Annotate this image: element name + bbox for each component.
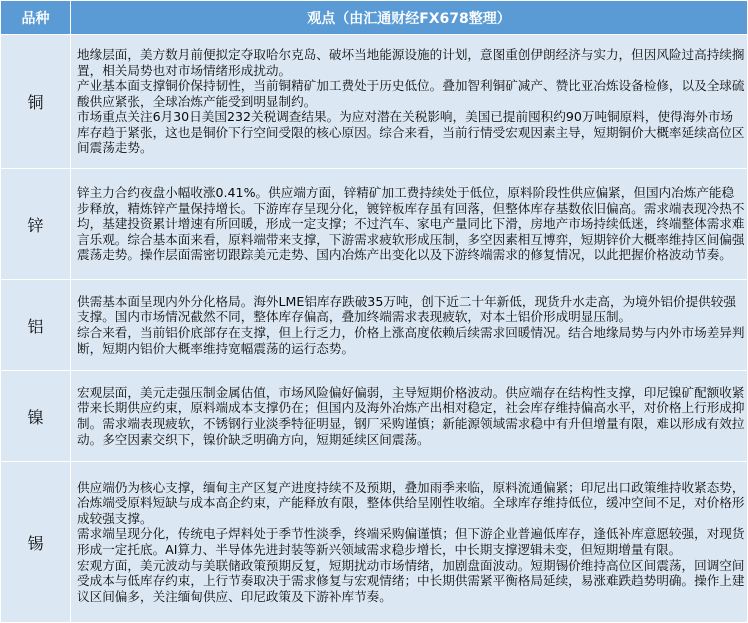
view-paragraph: 综合来看，当前铝价底部存在支撑，但上行乏力，价格上涨高度依赖后续需求回暖情况。结合地缘局势与内外市场差异判断，短期内铝价大概率维持宽幅震荡的运行态势。 — [77, 325, 745, 356]
commodity-view — [71, 35, 748, 169]
view-paragraph: 供需基本面呈现内外分化格局。海外LME铝库存跌破35万吨，创下近二十年新低，现货升水走高，为境外铝价提供较强支撑。国内市场情况截然不同，整体库存偏高，叠加终端需求表现疲软，对本土铝价形成明显压制。 — [77, 293, 736, 325]
table-row-nickel — [1, 371, 748, 462]
table-row-aluminum — [1, 280, 748, 371]
commodity-view — [71, 371, 748, 462]
view-paragraph: 需求端呈现分化，传统电子焊料处于季节性淡季，终端采购偏谨慎；但下游企业普遍低库存，逢低补库意愿较强，对现货形成一定托底。AI算力、半导体先进封装等新兴领域需求稳步增长，中长期支撑逻辑未变，但短期增量有限。 — [77, 526, 745, 557]
commodity-name: 镍 — [1, 371, 71, 462]
commodity-name: 锌 — [1, 169, 71, 280]
commodity-name: 锡 — [1, 462, 71, 623]
table-header-row — [1, 1, 748, 35]
view-paragraph: 锌主力合约夜盘小幅收涨0.41%。供应端方面，锌精矿加工费持续处于低位，原料阶段性供应偏紧，但国内冶炼产能稳步释放，精炼锌产量保持增长。下游库存呈现分化，镀锌板库存虽有回落，但整体库存基数依旧偏高。需求端表现冷热不均，基建投资累计增速有所回暖，形成一定支撑；不过汽车、家电产量同比下滑，房地产市场持续低迷，终端整体需求难言乐观。综合基本面来看，原料端带来支撑，下游需求疲软形成压制，多空因素相互博弈，短期锌价大概率维持区间偏强震荡走势。操作层面需密切跟踪美元走势、国内冶炼产出变化以及下游终端需求的修复情况，以此把握价格波动节奏。 — [77, 185, 745, 263]
view-paragraph: 宏观层面，美元走强压制金属估值，市场风险偏好偏弱，主导短期价格波动。供应端存在结构性支撑，印尼镍矿配额收紧带来长期供应约束，原料端成本支撑仍在；但国内及海外冶炼产出相对稳定，社会库存维持偏高水平，对价格上行形成抑制。需求端表现疲软，不锈钢行业淡季特征明显，钢厂采购谨慎；新能源领域需求稳中有升但增量有限，难以形成有效拉动。多空因素交织下，镍价缺乏明确方向，短期延续区间震荡。 — [77, 384, 745, 447]
commodity-name: 铝 — [1, 280, 71, 371]
view-paragraph: 宏观方面，美元波动与美联储政策预期反复，短期扰动市场情绪，加剧盘面波动。短期锡价维持高位区间震荡，回调空间受成本与低库存约束，上行节奏取决于需求修复与宏观情绪；中长期供需紧平衡格局延续，易涨难跌趋势明确。操作上建议区间偏多，关注缅甸供应、印尼政策及下游补库节奏。 — [77, 557, 745, 604]
view-paragraph: 产业基本面支撑铜价保持韧性，当前铜精矿加工费处于历史低位。叠加智利铜矿减产、赞比亚冶炼设备检修，以及全球硫酸供应紧张，全球冶炼产能受到明显制约。 — [77, 78, 745, 109]
table-row-zinc — [1, 169, 748, 280]
header-variety: 品种 — [1, 1, 71, 35]
view-paragraph: 市场重点关注6月30日美国232关税调查结果。为应对潜在关税影响，美国已提前囤积约90万吨铜原料，使得海外市场库存趋于紧张，这也是铜价下行空间受限的核心原因。综合来看，当前行情受宏观因素主导，短期铜价大概率延续高位区间震荡走势。 — [77, 109, 745, 156]
commodity-view — [71, 169, 748, 280]
table-row-tin — [1, 462, 748, 623]
view-paragraph: 地缘层面，美方数月前便拟定夺取哈尔克岛、破坏当地能源设施的计划，意图重创伊朗经济与实力，但因风险过高持续搁置，相关局势也对市场情绪形成扰动。 — [77, 46, 745, 78]
commodity-name: 铜 — [1, 35, 71, 169]
view-paragraph: 供应端仍为核心支撑，缅甸主产区复产进度持续不及预期，叠加雨季来临，原料流通偏紧；印尼出口政策维持收紧态势，冶炼端受原料短缺与成本高企约束，产能释放有限，整体供给呈刚性收缩。全球库存维持低位，缓冲空间不足，对价格形成较强支撑。 — [77, 479, 745, 526]
commodity-view — [71, 462, 748, 623]
table-row-copper — [1, 35, 748, 169]
header-viewpoint: 观点（由汇通财经FX678整理） — [71, 1, 748, 35]
commodity-view — [71, 280, 748, 371]
